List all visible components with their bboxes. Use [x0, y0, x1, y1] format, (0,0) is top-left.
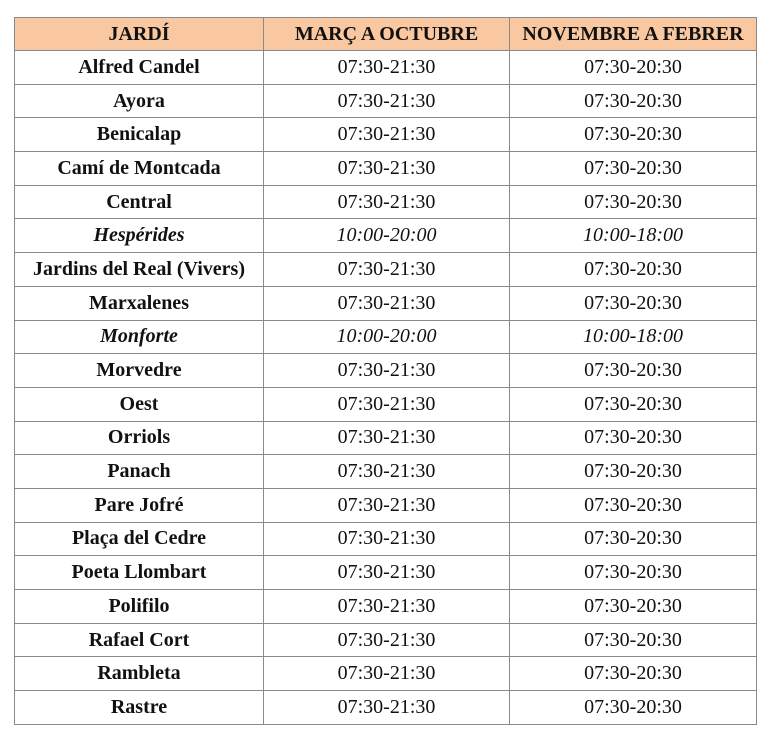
- garden-name-cell: Oest: [15, 387, 264, 421]
- garden-name-cell: Orriols: [15, 421, 264, 455]
- garden-name-cell: Plaça del Cedre: [15, 522, 264, 556]
- table-row: [15, 51, 757, 85]
- garden-name-cell: Rambleta: [15, 657, 264, 691]
- garden-name-cell: Rastre: [15, 691, 264, 725]
- november-february-hours-cell: 10:00-18:00: [510, 219, 757, 253]
- november-february-hours-cell: 07:30-20:30: [510, 691, 757, 725]
- november-february-hours-cell: 07:30-20:30: [510, 152, 757, 186]
- march-october-hours-cell: 07:30-21:30: [264, 84, 510, 118]
- march-october-hours-cell: 07:30-21:30: [264, 354, 510, 388]
- header-march-october: MARÇ A OCTUBRE: [264, 18, 510, 51]
- november-february-hours-cell: 07:30-20:30: [510, 84, 757, 118]
- march-october-hours-cell: 07:30-21:30: [264, 152, 510, 186]
- header-garden: JARDÍ: [15, 18, 264, 51]
- table-row: [15, 354, 757, 388]
- november-february-hours-cell: 07:30-20:30: [510, 522, 757, 556]
- november-february-hours-cell: 10:00-18:00: [510, 320, 757, 354]
- table-row: [15, 84, 757, 118]
- garden-name-cell: Rafael Cort: [15, 623, 264, 657]
- table-row: [15, 488, 757, 522]
- table-row: [15, 320, 757, 354]
- march-october-hours-cell: 07:30-21:30: [264, 522, 510, 556]
- march-october-hours-cell: 07:30-21:30: [264, 455, 510, 489]
- march-october-hours-cell: 07:30-21:30: [264, 421, 510, 455]
- garden-name-cell: Central: [15, 185, 264, 219]
- garden-name-cell: Alfred Candel: [15, 51, 264, 85]
- march-october-hours-cell: 07:30-21:30: [264, 253, 510, 287]
- november-february-hours-cell: 07:30-20:30: [510, 286, 757, 320]
- march-october-hours-cell: 07:30-21:30: [264, 387, 510, 421]
- march-october-hours-cell: 07:30-21:30: [264, 185, 510, 219]
- garden-name-cell: Pare Jofré: [15, 488, 264, 522]
- table-row: [15, 152, 757, 186]
- garden-hours-table: [14, 17, 757, 725]
- table-row: [15, 522, 757, 556]
- march-october-hours-cell: 07:30-21:30: [264, 488, 510, 522]
- november-february-hours-cell: 07:30-20:30: [510, 421, 757, 455]
- table-row: [15, 590, 757, 624]
- march-october-hours-cell: 07:30-21:30: [264, 118, 510, 152]
- march-october-hours-cell: 07:30-21:30: [264, 657, 510, 691]
- november-february-hours-cell: 07:30-20:30: [510, 623, 757, 657]
- november-february-hours-cell: 07:30-20:30: [510, 590, 757, 624]
- november-february-hours-cell: 07:30-20:30: [510, 118, 757, 152]
- garden-name-cell: Marxalenes: [15, 286, 264, 320]
- table-row: [15, 691, 757, 725]
- november-february-hours-cell: 07:30-20:30: [510, 657, 757, 691]
- march-october-hours-cell: 10:00-20:00: [264, 219, 510, 253]
- table-row: [15, 623, 757, 657]
- garden-name-cell: Monforte: [15, 320, 264, 354]
- table-row: [15, 387, 757, 421]
- november-february-hours-cell: 07:30-20:30: [510, 354, 757, 388]
- table-row: [15, 556, 757, 590]
- table-row: [15, 455, 757, 489]
- november-february-hours-cell: 07:30-20:30: [510, 455, 757, 489]
- november-february-hours-cell: 07:30-20:30: [510, 185, 757, 219]
- garden-name-cell: Benicalap: [15, 118, 264, 152]
- garden-name-cell: Poeta Llombart: [15, 556, 264, 590]
- march-october-hours-cell: 07:30-21:30: [264, 590, 510, 624]
- garden-name-cell: Jardins del Real (Vivers): [15, 253, 264, 287]
- garden-name-cell: Morvedre: [15, 354, 264, 388]
- table-row: [15, 118, 757, 152]
- table-row: [15, 253, 757, 287]
- garden-name-cell: Ayora: [15, 84, 264, 118]
- table-row: [15, 286, 757, 320]
- november-february-hours-cell: 07:30-20:30: [510, 387, 757, 421]
- table-header: [15, 18, 757, 51]
- march-october-hours-cell: 07:30-21:30: [264, 556, 510, 590]
- march-october-hours-cell: 07:30-21:30: [264, 623, 510, 657]
- garden-name-cell: Camí de Montcada: [15, 152, 264, 186]
- garden-name-cell: Polifilo: [15, 590, 264, 624]
- garden-name-cell: Panach: [15, 455, 264, 489]
- november-february-hours-cell: 07:30-20:30: [510, 556, 757, 590]
- garden-name-cell: Hespérides: [15, 219, 264, 253]
- march-october-hours-cell: 07:30-21:30: [264, 286, 510, 320]
- november-february-hours-cell: 07:30-20:30: [510, 253, 757, 287]
- november-february-hours-cell: 07:30-20:30: [510, 51, 757, 85]
- header-row: [15, 18, 757, 51]
- november-february-hours-cell: 07:30-20:30: [510, 488, 757, 522]
- table-row: [15, 421, 757, 455]
- header-november-february: NOVEMBRE A FEBRER: [510, 18, 757, 51]
- table-row: [15, 185, 757, 219]
- table-body: [15, 51, 757, 725]
- table-row: [15, 219, 757, 253]
- march-october-hours-cell: 10:00-20:00: [264, 320, 510, 354]
- march-october-hours-cell: 07:30-21:30: [264, 51, 510, 85]
- table-row: [15, 657, 757, 691]
- march-october-hours-cell: 07:30-21:30: [264, 691, 510, 725]
